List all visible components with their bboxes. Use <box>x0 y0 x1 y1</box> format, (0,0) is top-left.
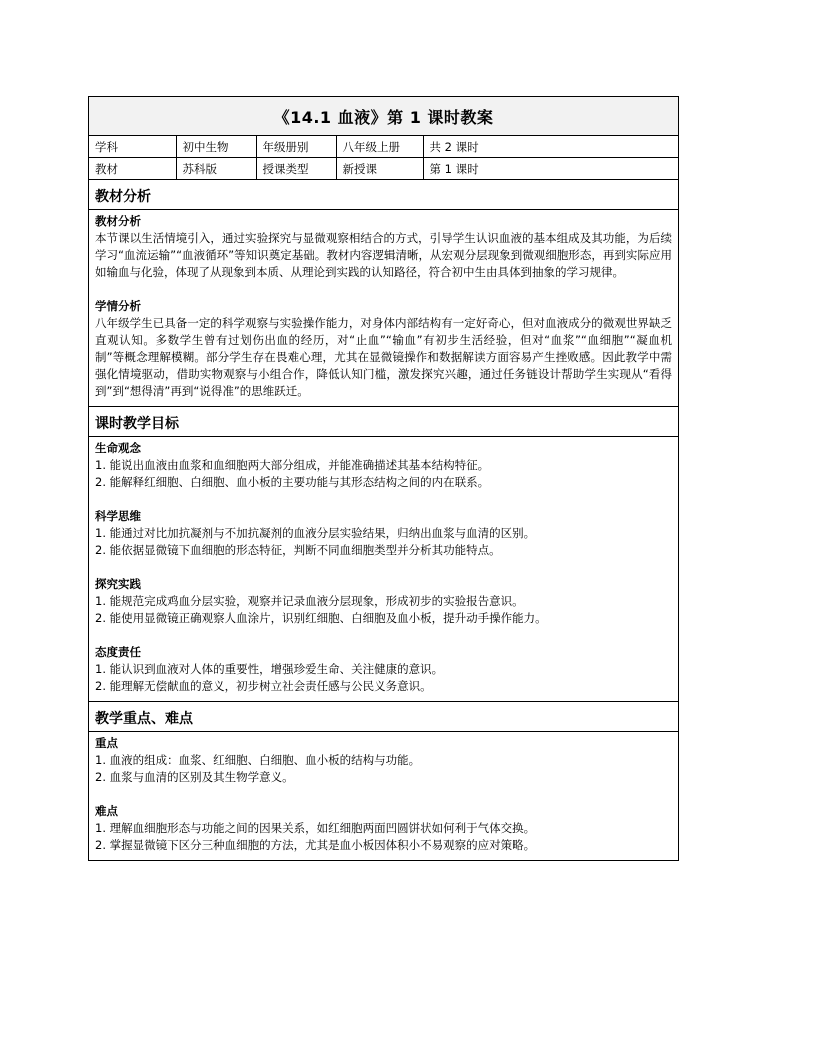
difficult-points-title: 难点 <box>95 804 118 818</box>
objective-group-title: 科学思维 <box>95 509 141 523</box>
textbook-analysis-title: 教材分析 <box>95 214 141 228</box>
subject-label: 学科 <box>89 136 176 158</box>
grade-label: 年级册别 <box>256 136 336 158</box>
objective-item: 2. 能使用显微镜正确观察人血涂片，识别红细胞、白细胞及血小板，提升动手操作能力。 <box>95 611 547 625</box>
textbook-value: 苏科版 <box>176 158 256 180</box>
document-title: 《14.1 血液》第 1 课时教案 <box>89 97 678 136</box>
analysis-section-body <box>89 210 678 407</box>
key-points-title: 重点 <box>95 736 118 750</box>
keypoints-section-body <box>89 732 678 860</box>
objectives-section-body <box>89 437 678 702</box>
current-period: 第 1 课时 <box>423 158 678 180</box>
lesson-type-value: 新授课 <box>336 158 423 180</box>
course-info-table <box>89 136 678 180</box>
objective-item: 1. 能说出血液由血浆和血细胞两大部分组成，并能准确描述其基本结构特征。 <box>95 458 490 472</box>
course-info-row <box>89 136 678 158</box>
key-point-item: 1. 血液的组成：血浆、红细胞、白细胞、血小板的结构与功能。 <box>95 753 421 767</box>
objective-group-title: 探究实践 <box>95 577 141 591</box>
total-periods: 共 2 课时 <box>423 136 678 158</box>
difficult-point-item: 1. 理解血细胞形态与功能之间的因果关系，如红细胞两面凹圆饼状如何利于气体交换。 <box>95 821 536 835</box>
textbook-analysis-text: 本节课以生活情境引入，通过实验探究与显微观察相结合的方式，引导学生认识血液的基本组成及其功能，为后续学习“血流运输”“血液循环”等知识奠定基础。教材内容逻辑清晰，从宏观分层现象到微观细胞形态，再到实际应用如输血与化验，体现了从现象到本质、从理论到实践的认知路径，符合初中生由具体到抽象的学习规律。 <box>95 231 672 279</box>
subject-value: 初中生物 <box>176 136 256 158</box>
difficult-point-item: 2. 掌握显微镜下区分三种血细胞的方法，尤其是血小板因体积小不易观察的应对策略。 <box>95 838 536 852</box>
student-analysis-text: 八年级学生已具备一定的科学观察与实验操作能力，对身体内部结构有一定好奇心，但对血液成分的微观世界缺乏直观认知。多数学生曾有过划伤出血的经历，对“止血”“输血”有初步生活经验，但对“血浆”“血细胞”“凝血机制”等概念理解模糊。部分学生存在畏难心理，尤其在显微镜操作和数据解读方面容易产生挫败感。因此教学中需强化情境驱动，借助实物观察与小组合作，降低认知门槛，激发探究兴趣，通过任务链设计帮助学生实现从“看得到”到“想得清”再到“说得准”的思维跃迁。 <box>95 316 672 398</box>
lesson-plan-document <box>88 96 679 861</box>
objective-group-title: 生命观念 <box>95 441 141 455</box>
analysis-section-header: 教材分析 <box>89 180 678 210</box>
lesson-type-label: 授课类型 <box>256 158 336 180</box>
objective-item: 1. 能通过对比加抗凝剂与不加抗凝剂的血液分层实验结果，归纳出血浆与血清的区别。 <box>95 526 536 540</box>
course-info-row <box>89 158 678 180</box>
grade-value: 八年级上册 <box>336 136 423 158</box>
objective-item: 2. 能依据显微镜下血细胞的形态特征，判断不同血细胞类型并分析其功能特点。 <box>95 543 501 557</box>
keypoints-section-header: 教学重点、难点 <box>89 702 678 732</box>
objective-item: 1. 能规范完成鸡血分层实验，观察并记录血液分层现象，形成初步的实验报告意识。 <box>95 594 524 608</box>
objectives-section-header: 课时教学目标 <box>89 407 678 437</box>
student-analysis-title: 学情分析 <box>95 299 141 313</box>
objective-item: 2. 能理解无偿献血的意义，初步树立社会责任感与公民义务意识。 <box>95 679 432 693</box>
objective-group-title: 态度责任 <box>95 645 141 659</box>
objective-item: 2. 能解释红细胞、白细胞、血小板的主要功能与其形态结构之间的内在联系。 <box>95 475 490 489</box>
objective-item: 1. 能认识到血液对人体的重要性，增强珍爱生命、关注健康的意识。 <box>95 662 444 676</box>
textbook-label: 教材 <box>89 158 176 180</box>
key-point-item: 2. 血浆与血清的区别及其生物学意义。 <box>95 770 294 784</box>
